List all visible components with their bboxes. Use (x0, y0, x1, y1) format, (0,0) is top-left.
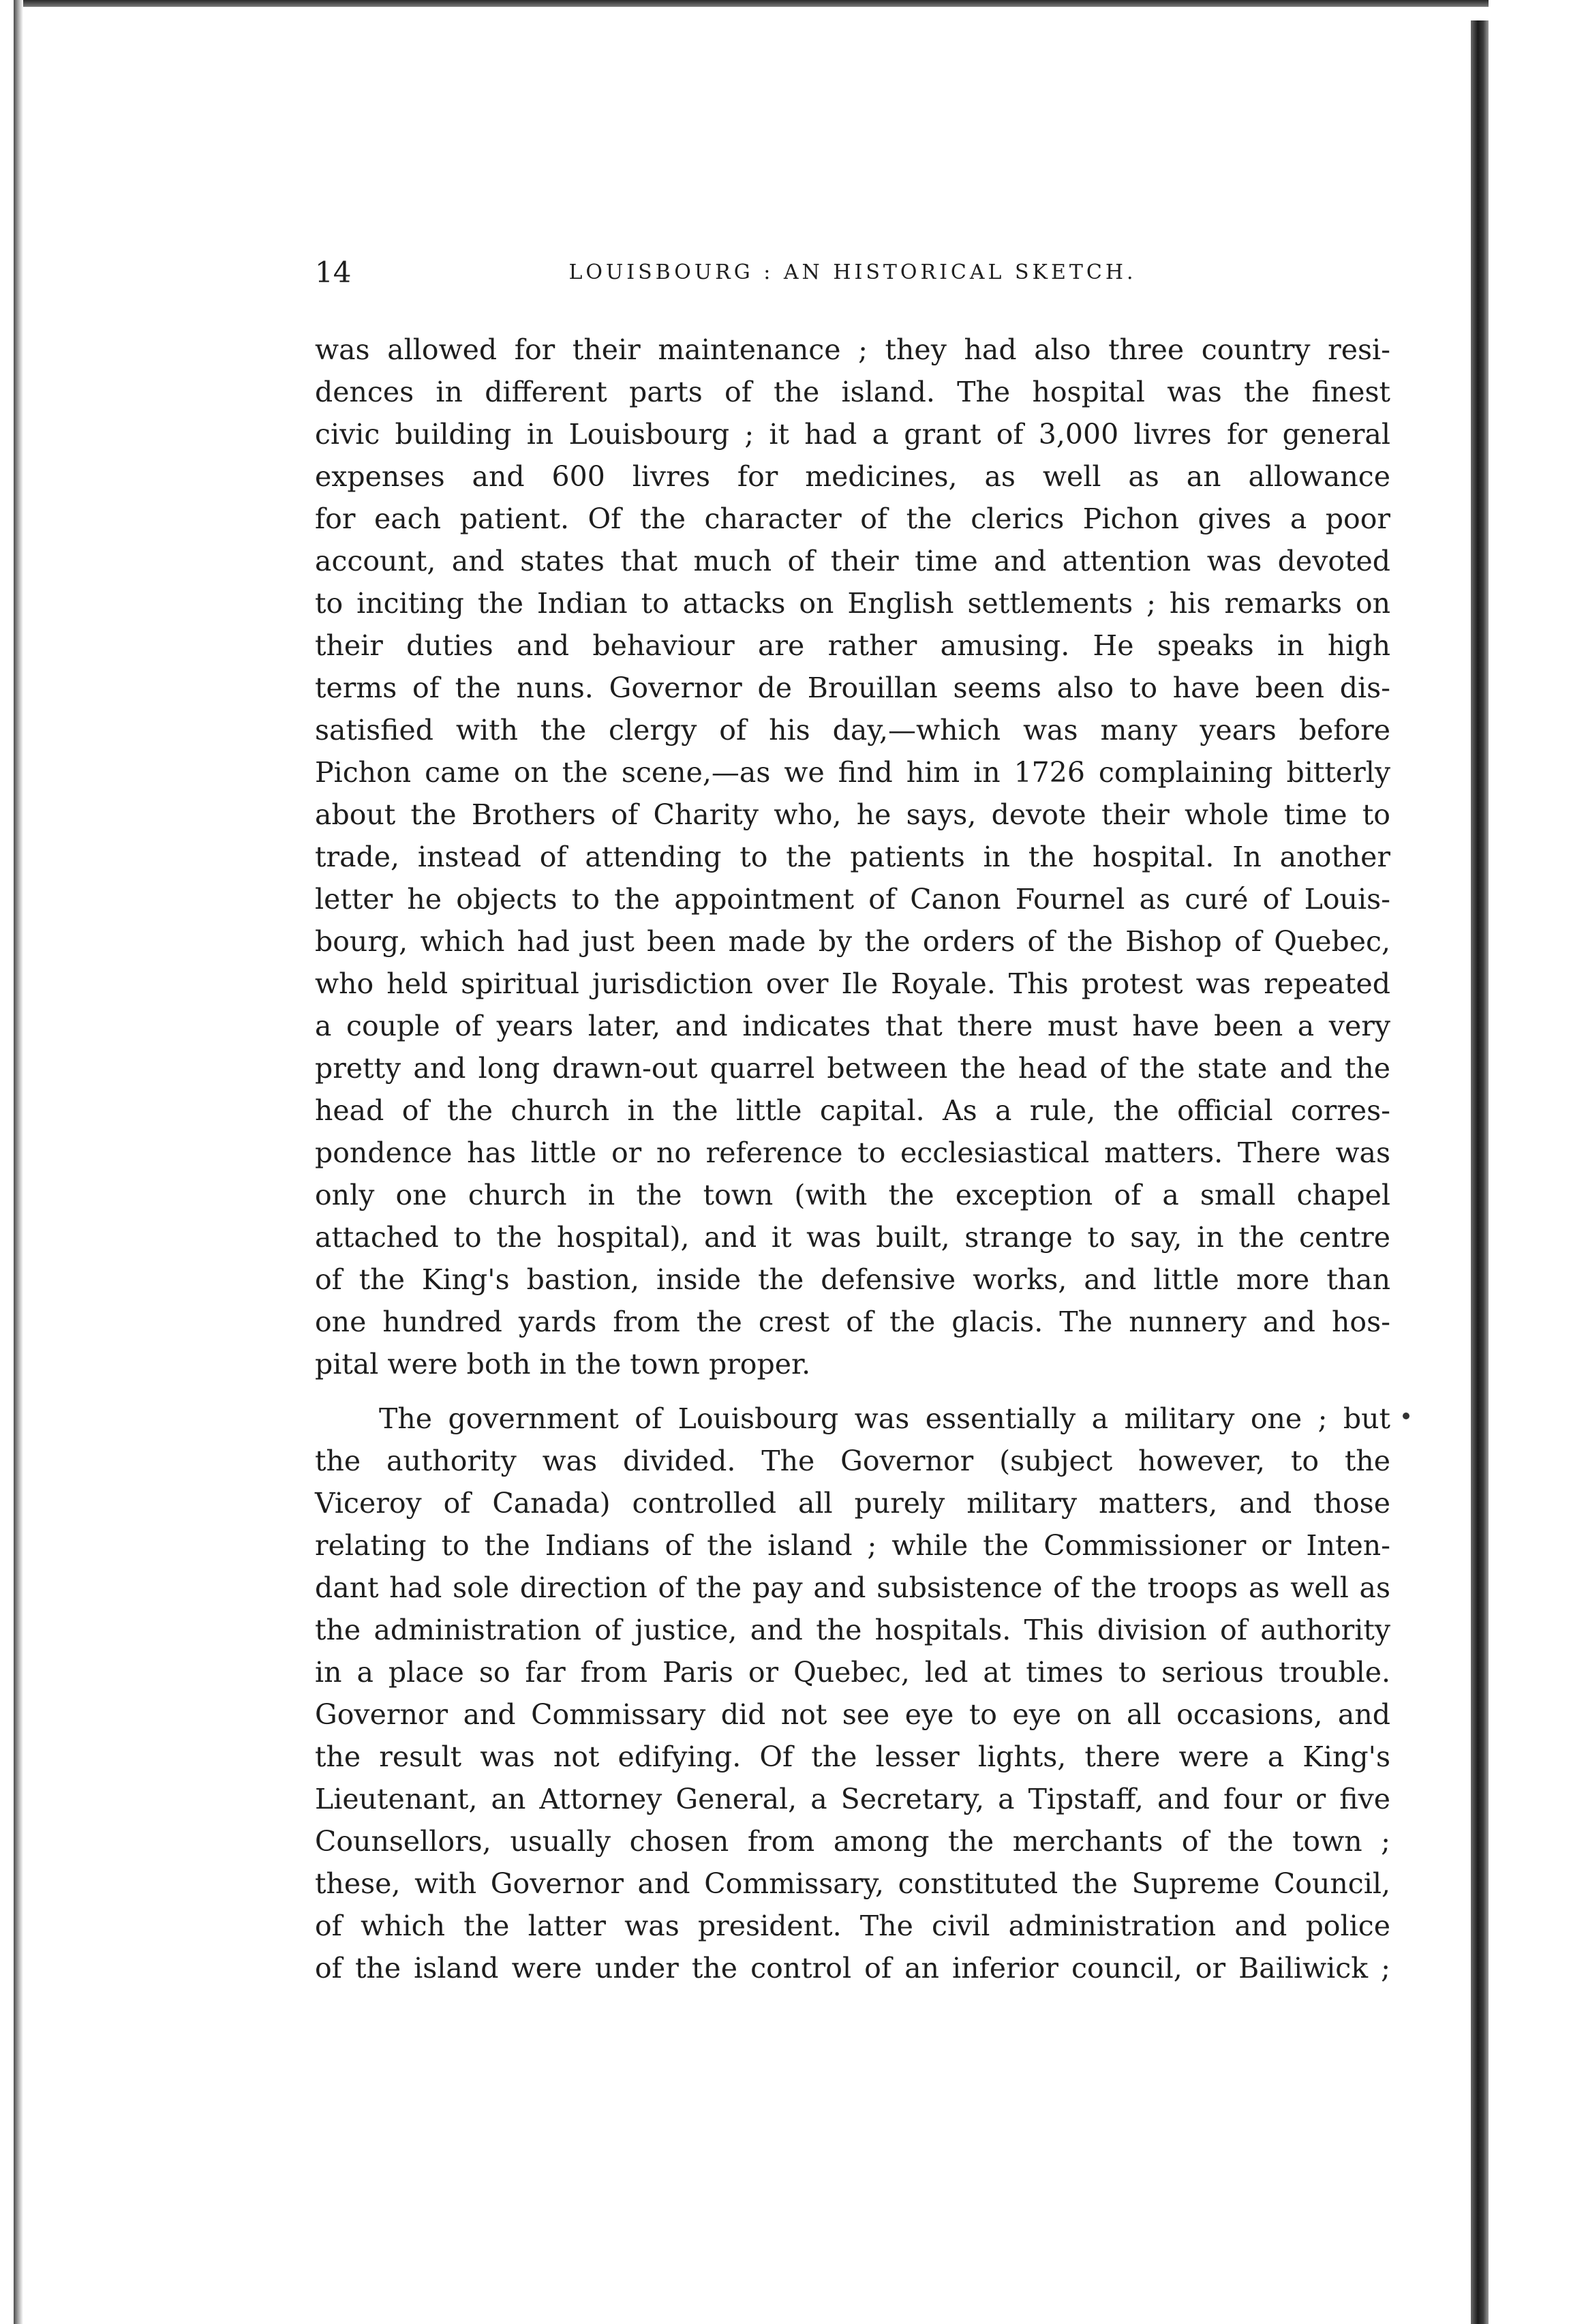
text-line: pretty and long drawn-out quarrel between the head of the state and the (315, 1052, 1390, 1085)
text-line: head of the church in the little capital. As a rule, the official corres- (315, 1094, 1390, 1127)
scan-speck (1403, 1413, 1409, 1419)
text-line: relating to the Indians of the island ; while the Commissioner or Inten- (315, 1529, 1390, 1562)
text-line: account, and states that much of their time and attention was devoted (315, 545, 1390, 577)
text-line: one hundred yards from the crest of the glacis. The nunnery and hos- (315, 1306, 1390, 1338)
text-line: their duties and behaviour are rather amusing. He speaks in high (315, 629, 1390, 662)
text-line: Lieutenant, an Attorney General, a Secretary, a Tipstaff, and four or five (315, 1783, 1390, 1815)
scan-left-edge (14, 0, 23, 2324)
text-line: for each patient. Of the character of the clerics Pichon gives a poor (315, 502, 1390, 535)
text-line: expenses and 600 livres for medicines, as well as an allowance (315, 460, 1390, 493)
text-line: about the Brothers of Charity who, he says, devote their whole time to (315, 798, 1390, 831)
text-line: the authority was divided. The Governor (subject however, to the (315, 1445, 1390, 1477)
text-line: The government of Louisbourg was essentially a military one ; but (379, 1402, 1390, 1435)
text-line: letter he objects to the appointment of Canon Fournel as curé of Louis- (315, 883, 1390, 916)
text-line: civic building in Louisbourg ; it had a grant of 3,000 livres for general (315, 418, 1390, 451)
text-line: was allowed for their maintenance ; they had also three country resi- (315, 333, 1390, 366)
book-page (315, 252, 1390, 1989)
running-head (315, 252, 1390, 293)
text-line: Governor and Commissary did not see eye to eye on all occasions, and (315, 1698, 1390, 1731)
text-line: pondence has little or no reference to ecclesiastical matters. There was (315, 1136, 1390, 1169)
text-line: attached to the hospital), and it was built, strange to say, in the centre (315, 1221, 1390, 1254)
running-title: LOUISBOURG : AN HISTORICAL SKETCH. (568, 260, 1137, 284)
paragraph-2 (315, 1398, 1390, 1989)
text-line: dant had sole direction of the pay and subsistence of the troops as well as (315, 1571, 1390, 1604)
text-line: pital were both in the town proper. (315, 1348, 811, 1380)
text-line: the administration of justice, and the hospitals. This division of authority (315, 1614, 1390, 1646)
text-line: bourg, which had just been made by the orders of the Bishop of Quebec, (315, 925, 1390, 958)
text-line: of the King's bastion, inside the defensive works, and little more than (315, 1263, 1390, 1296)
text-line: these, with Governor and Commissary, constituted the Supreme Council, (315, 1867, 1390, 1900)
text-line: satisfied with the clergy of his day,—which was many years before (315, 714, 1390, 746)
text-line: in a place so far from Paris or Quebec, led at times to serious trouble. (315, 1656, 1390, 1689)
text-line: of the island were under the control of an inferior council, or Bailiwick ; (315, 1952, 1390, 1985)
scan-top-edge (14, 0, 1493, 7)
text-line: trade, instead of attending to the patients in the hospital. In another (315, 841, 1390, 873)
scan-right-margin (1489, 0, 1586, 2324)
text-line: a couple of years later, and indicates that there must have been a very (315, 1010, 1390, 1042)
text-line: only one church in the town (with the exception of a small chapel (315, 1179, 1390, 1211)
page-number: 14 (315, 256, 352, 289)
text-line: who held spiritual jurisdiction over Ile Royale. This protest was repeated (315, 967, 1390, 1000)
text-line: the result was not edifying. Of the lesser lights, there were a King's (315, 1740, 1390, 1773)
text-line: to inciting the Indian to attacks on English settlements ; his remarks on (315, 587, 1390, 620)
scan-right-edge (1471, 20, 1489, 2324)
paragraph-1 (315, 329, 1390, 1385)
text-line: of which the latter was president. The civil administration and police (315, 1910, 1390, 1942)
body-text (315, 329, 1390, 1989)
text-line: Pichon came on the scene,—as we find him in 1726 complaining bitterly (315, 756, 1390, 789)
text-line: Viceroy of Canada) controlled all purely military matters, and those (315, 1487, 1390, 1520)
text-line: dences in different parts of the island. The hospital was the finest (315, 376, 1390, 408)
text-line: terms of the nuns. Governor de Brouillan seems also to have been dis- (315, 671, 1390, 704)
text-line: Counsellors, usually chosen from among the merchants of the town ; (315, 1825, 1390, 1858)
